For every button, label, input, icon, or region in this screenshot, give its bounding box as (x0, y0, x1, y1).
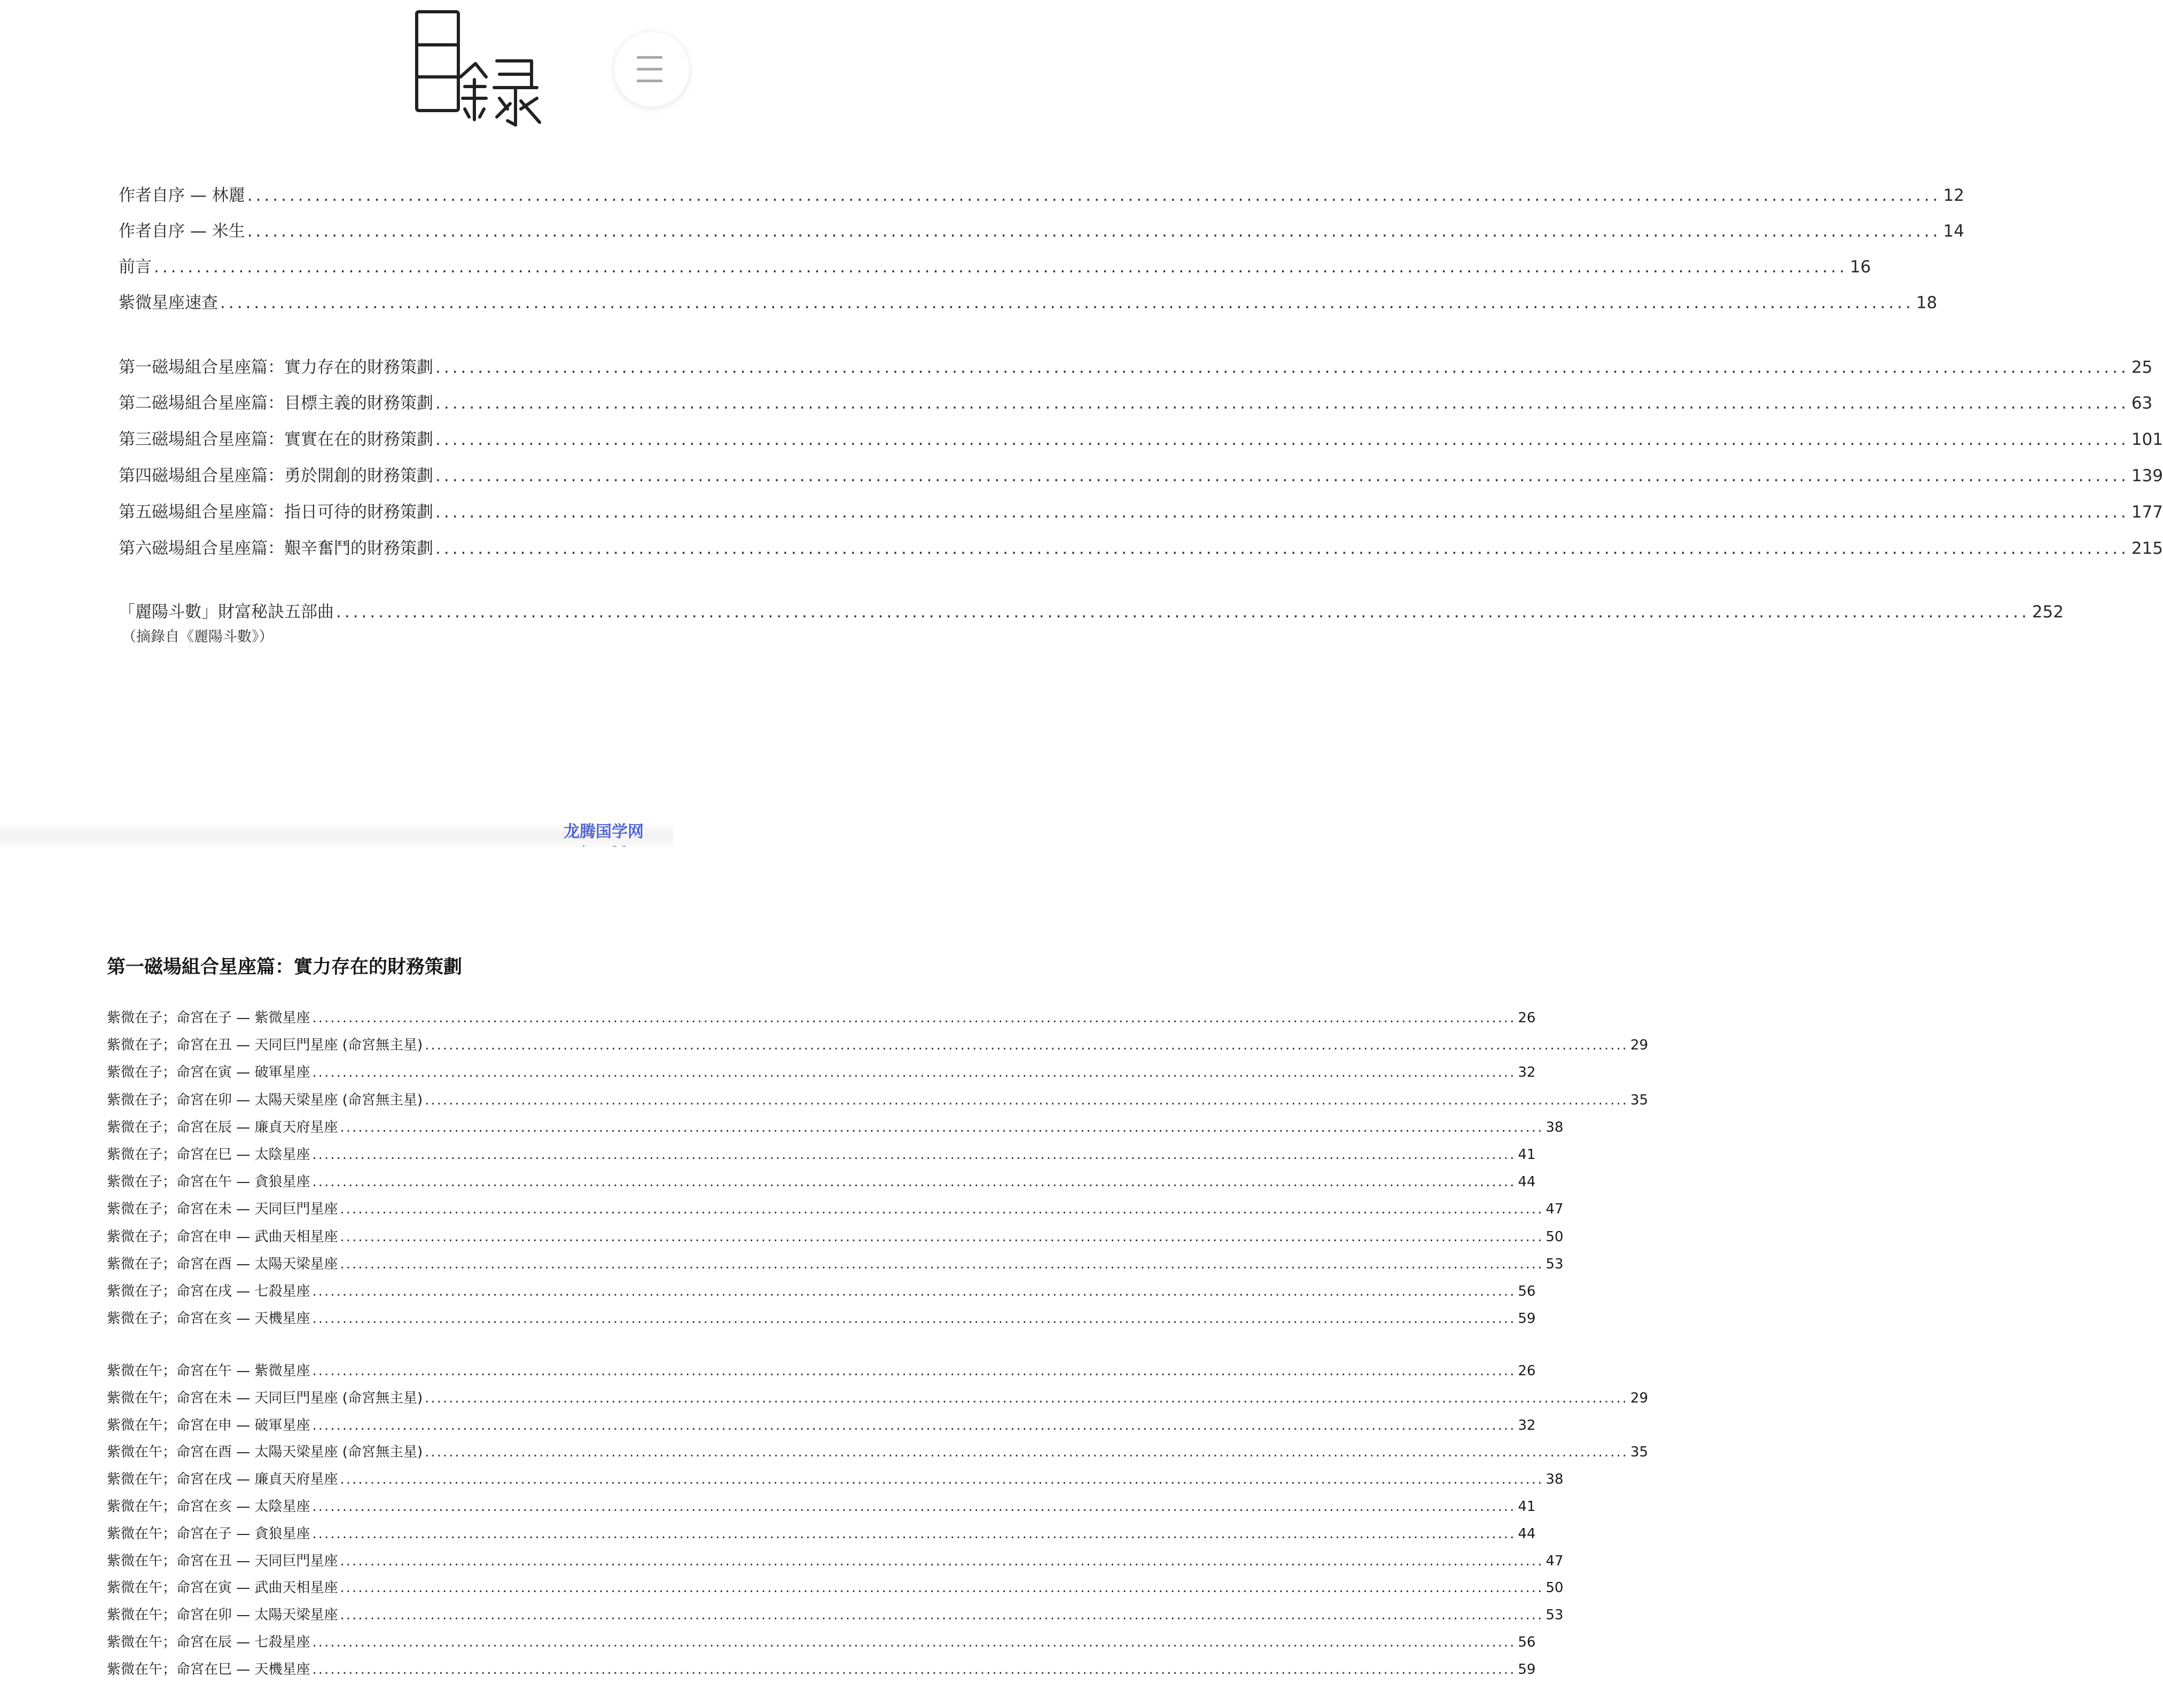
toc-leader-dots: ........................................................................................................................................................................................................ (312, 1010, 1516, 1026)
toc-leader-dots: ........................................................................................................................................................................................................ (435, 394, 2129, 413)
toc-leader-dots: ........................................................................................................................................................................................................ (336, 602, 2030, 622)
toc-entry-page: 50 (1545, 1580, 1564, 1596)
toc-entry-page: 26 (1518, 1010, 1536, 1026)
toc-entry-label: 紫微在午；命宮在寅 — 武曲天相星座 (107, 1580, 338, 1596)
toc-leader-dots: ........................................................................................................................................................................................................ (312, 1147, 1516, 1163)
toc-leader-dots: ........................................................................................................................................................................................................ (312, 1525, 1516, 1542)
toc-entry-page: 12 (1943, 186, 1964, 205)
toc-leader-dots: ........................................................................................................................................................................................................ (435, 503, 2129, 522)
toc-entry[interactable] (107, 1495, 1536, 1515)
toc-entry[interactable] (119, 462, 2163, 486)
toc-entry-page: 32 (1518, 1064, 1536, 1081)
toc-entry-page: 56 (1518, 1634, 1536, 1650)
toc-entry-label: 第五磁場組合星座篇：指日可待的財務策劃 (119, 503, 433, 522)
toc-entry-page: 16 (1849, 257, 1871, 277)
toc-entry-label: 紫微在子；命宮在寅 — 破軍星座 (107, 1064, 310, 1081)
toc-leader-dots: ........................................................................................................................................................................................................ (435, 539, 2129, 558)
toc-entry-page: 47 (1545, 1201, 1564, 1218)
toc-leader-dots: ........................................................................................................................................................................................................ (247, 222, 1941, 241)
toc-entry-label: 作者自序 — 米生 (119, 222, 245, 241)
toc-entry[interactable] (107, 1414, 1536, 1434)
toc-entry[interactable] (119, 289, 1938, 313)
toc-entry[interactable] (107, 1604, 1564, 1624)
toc-entry-label: 紫微在子；命宮在申 — 武曲天相星座 (107, 1228, 338, 1245)
toc-entry[interactable] (107, 1523, 1536, 1542)
toc-leader-dots: ........................................................................................................................................................................................................ (425, 1444, 1629, 1461)
toc-entry-label: 第一磁場組合星座篇：實力存在的財務策劃 (119, 358, 433, 377)
toc-entry[interactable] (107, 1116, 1564, 1136)
toc-entry[interactable] (107, 1089, 1649, 1109)
toc-entry[interactable] (107, 1226, 1564, 1245)
toc-entry-label: 第四磁場組合星座篇：勇於開創的財務策劃 (119, 466, 433, 485)
toc-entry-label: 紫微在子；命宮在巳 — 太陰星座 (107, 1147, 310, 1163)
toc-leader-dots: ........................................................................................................................................................................................................ (312, 1661, 1516, 1678)
toc-entry-page: 25 (2131, 358, 2153, 377)
toc-entry-label: 紫微在午；命宮在丑 — 天同巨門星座 (107, 1553, 338, 1569)
toc-entry-page: 139 (2131, 466, 2163, 485)
toc-entry-label: 前言 (119, 257, 152, 277)
toc-leader-dots: ........................................................................................................................................................................................................ (312, 1064, 1516, 1081)
toc-entry-label: 作者自序 — 林麗 (119, 186, 245, 205)
toc-entry-page: 38 (1545, 1471, 1564, 1488)
toc-page-1 (0, 0, 2163, 825)
toc-entry-page: 32 (1518, 1417, 1536, 1433)
toc-leader-dots: ........................................................................................................................................................................................................ (340, 1228, 1544, 1245)
toc-note: （摘錄自《麗陽斗數》） (122, 629, 274, 645)
toc-entry-label: 紫微在子；命宮在亥 — 天機星座 (107, 1311, 310, 1327)
toc-entry[interactable] (119, 598, 2064, 622)
toc-entry-page: 177 (2131, 503, 2163, 522)
section-title: 第一磁場組合星座篇：實力存在的財務策劃 (107, 957, 463, 978)
toc-entry-label: 「麗陽斗數」財富秘訣五部曲 (119, 602, 334, 622)
toc-entry-page: 29 (1630, 1390, 1649, 1406)
toc-entry-label: 紫微在午；命宮在子 — 貪狼星座 (107, 1525, 310, 1542)
toc-entry-label: 第六磁場組合星座篇：艱辛奮鬥的財務策劃 (119, 539, 433, 558)
toc-leader-dots: ........................................................................................................................................................................................................ (312, 1499, 1516, 1515)
toc-leader-dots: ........................................................................................................................................................................................................ (435, 358, 2129, 377)
toc-entry-page: 215 (2131, 539, 2163, 558)
toc-entry-label: 紫微在子；命宮在午 — 貪狼星座 (107, 1174, 310, 1190)
toc-leader-dots: ........................................................................................................................................................................................................ (312, 1634, 1516, 1650)
toc-entry[interactable] (107, 1550, 1564, 1570)
watermark-name: 龙腾国学网 (564, 822, 644, 841)
toc-entry-label: 紫微在午；命宮在戌 — 廉貞天府星座 (107, 1471, 338, 1488)
toc-entry-page: 53 (1545, 1607, 1564, 1624)
toc-entry-label: 紫微在子；命宮在子 — 紫微星座 (107, 1010, 310, 1026)
toc-entry-label: 紫微在午；命宮在酉 — 太陽天梁星座 (命宮無主星) (107, 1444, 423, 1461)
toc-entry-page: 59 (1518, 1661, 1536, 1678)
toc-entry-label: 紫微在午；命宮在亥 — 太陰星座 (107, 1499, 310, 1515)
toc-leader-dots: ........................................................................................................................................................................................................ (340, 1201, 1544, 1218)
toc-entry-page: 41 (1518, 1499, 1536, 1515)
toc-entry-page: 101 (2131, 430, 2163, 449)
toc-entry[interactable] (107, 1253, 1564, 1273)
toc-entry-page: 59 (1518, 1311, 1536, 1327)
hamburger-icon-bar (637, 80, 662, 82)
toc-leader-dots: ........................................................................................................................................................................................................ (247, 186, 1941, 205)
toc-entry-label: 紫微在午；命宮在卯 — 太陽天梁星座 (107, 1607, 338, 1624)
toc-entry[interactable] (119, 535, 2163, 559)
toc-entry[interactable] (107, 1007, 1536, 1027)
toc-leader-dots: ........................................................................................................................................................................................................ (340, 1256, 1544, 1272)
toc-leader-dots: ........................................................................................................................................................................................................ (312, 1311, 1516, 1327)
toc-entry-page: 44 (1518, 1525, 1536, 1542)
toc-entry-page: 14 (1943, 222, 1964, 241)
toc-leader-dots: ........................................................................................................................................................................................................ (340, 1119, 1544, 1135)
toc-entry-page: 56 (1518, 1283, 1536, 1299)
toc-entry-page: 41 (1518, 1147, 1536, 1163)
toc-entry-label: 第三磁場組合星座篇：實實在在的財務策劃 (119, 430, 433, 449)
toc-entry[interactable] (107, 1577, 1564, 1596)
toc-entry-label: 紫微在子；命宮在戌 — 七殺星座 (107, 1283, 310, 1299)
menu-button[interactable] (614, 32, 689, 107)
toc-leader-dots: ........................................................................................................................................................................................................ (312, 1283, 1516, 1299)
toc-entry-label: 紫微在子；命宮在辰 — 廉貞天府星座 (107, 1119, 338, 1135)
toc-entry[interactable] (107, 1061, 1536, 1081)
toc-entry-page: 44 (1518, 1174, 1536, 1190)
toc-entry-label: 紫微星座速查 (119, 293, 218, 312)
toc-leader-dots: ........................................................................................................................................................................................................ (340, 1553, 1544, 1569)
toc-entry-page: 50 (1545, 1228, 1564, 1245)
toc-entry[interactable] (107, 1387, 1649, 1407)
toc-entry-page: 26 (1518, 1363, 1536, 1379)
toc-entry[interactable] (107, 1280, 1536, 1300)
toc-leader-dots: ........................................................................................................................................................................................................ (312, 1174, 1516, 1190)
toc-entry-label: 紫微在午；命宮在申 — 破軍星座 (107, 1417, 310, 1433)
toc-entry[interactable] (107, 1468, 1564, 1488)
toc-leader-dots: ........................................................................................................................................................................................................ (340, 1607, 1544, 1624)
toc-entry[interactable] (119, 182, 1964, 206)
hamburger-icon (637, 56, 662, 59)
toc-entry[interactable] (107, 1034, 1649, 1054)
toc-entry-label: 紫微在午；命宮在午 — 紫微星座 (107, 1363, 310, 1379)
toc-entry-label: 紫微在午；命宮在辰 — 七殺星座 (107, 1634, 310, 1650)
toc-entry[interactable] (107, 1171, 1536, 1190)
toc-entry[interactable] (107, 1307, 1536, 1327)
toc-entry[interactable] (107, 1631, 1536, 1651)
toc-entry-page: 63 (2131, 394, 2153, 413)
toc-entry[interactable] (119, 253, 1871, 277)
toc-entry-page: 47 (1545, 1553, 1564, 1569)
toc-entry[interactable] (107, 1360, 1536, 1380)
toc-leader-dots: ........................................................................................................................................................................................................ (154, 257, 1848, 277)
toc-leader-dots: ........................................................................................................................................................................................................ (220, 293, 1914, 312)
toc-entry-label: 紫微在午；命宮在巳 — 天機星座 (107, 1661, 310, 1678)
toc-entry-page: 35 (1630, 1092, 1649, 1108)
toc-entry[interactable] (119, 354, 2153, 378)
toc-entry-label: 紫微在子；命宮在卯 — 太陽天梁星座 (命宮無主星) (107, 1092, 423, 1108)
toc-entry-page: 38 (1545, 1119, 1564, 1135)
toc-entry[interactable] (119, 217, 1964, 241)
toc-entry-page: 29 (1630, 1037, 1649, 1054)
toc-leader-dots: ........................................................................................................................................................................................................ (425, 1092, 1629, 1108)
toc-entry[interactable] (107, 1198, 1564, 1218)
toc-leader-dots: ........................................................................................................................................................................................................ (435, 466, 2129, 485)
toc-leader-dots: ........................................................................................................................................................................................................ (312, 1363, 1516, 1379)
toc-entry[interactable] (107, 1441, 1649, 1461)
toc-entry[interactable] (119, 389, 2153, 413)
toc-leader-dots: ........................................................................................................................................................................................................ (312, 1417, 1516, 1433)
toc-entry-label: 第二磁場組合星座篇：目標主義的財務策劃 (119, 394, 433, 413)
toc-entry-page: 35 (1630, 1444, 1649, 1461)
toc-entry-page: 53 (1545, 1256, 1564, 1272)
toc-leader-dots: ........................................................................................................................................................................................................ (340, 1580, 1544, 1596)
toc-leader-dots: ........................................................................................................................................................................................................ (340, 1471, 1544, 1488)
toc-entry-label: 紫微在子；命宮在酉 — 太陽天梁星座 (107, 1256, 338, 1272)
toc-entry-label: 紫微在子；命宮在丑 — 天同巨門星座 (命宮無主星) (107, 1037, 423, 1054)
toc-leader-dots: ........................................................................................................................................................................................................ (425, 1390, 1629, 1406)
toc-title-logo (411, 7, 550, 130)
toc-entry-page: 18 (1916, 293, 1938, 312)
toc-entry[interactable] (119, 426, 2163, 450)
toc-entry[interactable] (107, 1658, 1536, 1678)
toc-entry[interactable] (119, 498, 2163, 522)
toc-leader-dots: ........................................................................................................................................................................................................ (435, 430, 2129, 449)
toc-entry-label: 紫微在子；命宮在未 — 天同巨門星座 (107, 1201, 338, 1218)
hamburger-icon-bar (637, 68, 662, 70)
toc-entry-label: 紫微在午；命宮在未 — 天同巨門星座 (命宮無主星) (107, 1390, 423, 1406)
toc-entry-page: 252 (2032, 602, 2064, 622)
toc-leader-dots: ........................................................................................................................................................................................................ (425, 1037, 1629, 1054)
toc-entry[interactable] (107, 1143, 1536, 1163)
